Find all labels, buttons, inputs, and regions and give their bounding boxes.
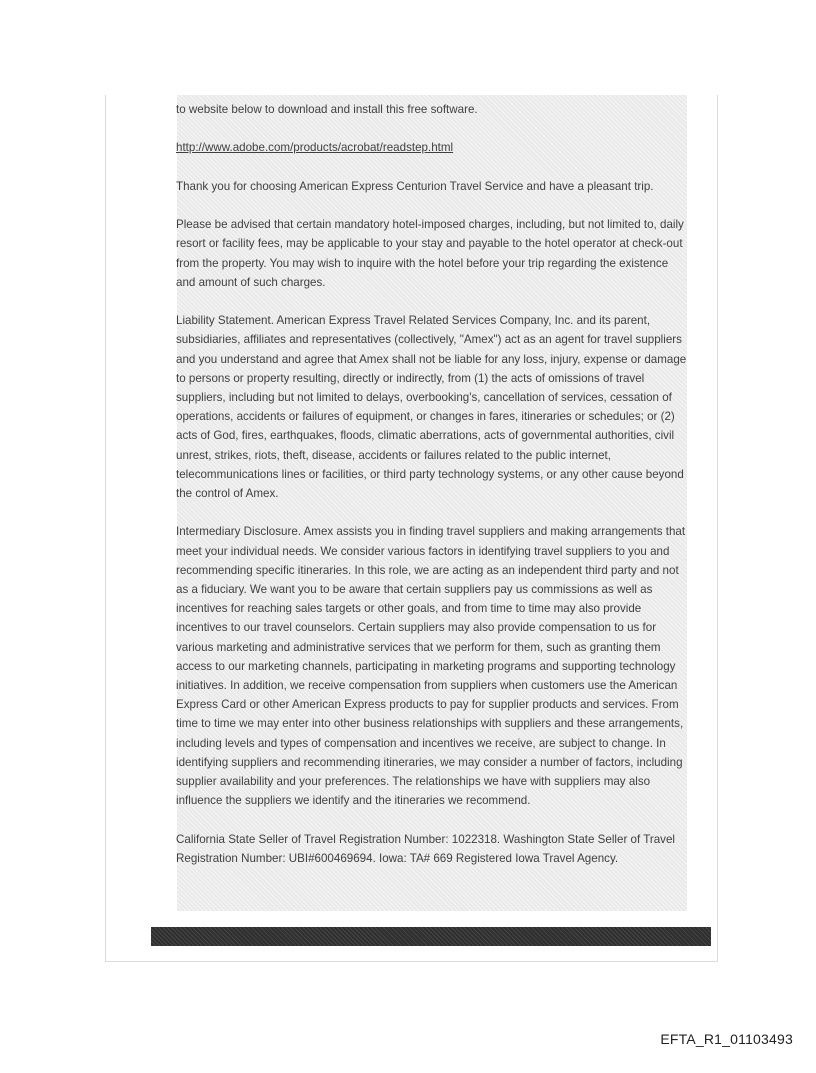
footer-bar	[151, 927, 711, 946]
email-body	[176, 100, 688, 887]
acrobat-download-link[interactable]: http://www.adobe.com/products/acrobat/readstep.html	[176, 141, 454, 155]
download-instruction: to website below to download and install this free software.	[176, 103, 478, 116]
bates-number: EFTA_R1_01103493	[660, 1031, 793, 1047]
liability-statement: Liability Statement. American Express Travel Related Services Company, Inc. and its parent, subsidiaries, affiliates and representatives (collectively, "Amex") act as an agent for travel suppliers and you understand and agree that Amex shall not be liable for any loss, injury, expense or damage to persons or property resulting, directly or indirectly, from (1) the acts of omissions of travel suppliers, including but not limited to delays, overbooking's, cancellation of services, cessation of operations, accidents or failures of equipment, or changes in fares, itineraries or schedules; or (2) acts of God, fires, earthquakes, floods, climatic aberrations, acts of governmental authorities, civil unrest, strikes, riots, theft, disease, accidents or failures related to the public internet, telecommunications lines or facilities, or third party technology systems, or any other cause beyond the control of Amex.	[176, 314, 687, 500]
intermediary-disclosure: Intermediary Disclosure. Amex assists you in finding travel suppliers and making arrangements that meet your individual needs. We consider various factors in identifying travel suppliers to you and recommending specific itineraries. In this role, we are acting as an independent third party and not as a fiduciary. We want you to be aware that certain suppliers pay us commissions as well as incentives for reaching sales targets or other goals, and from time to time may also provide incentives to our travel counselors. Certain suppliers may also provide compensation to us for various marketing and administrative services that we perform for them, such as granting them access to our marketing channels, participating in marketing programs and supporting technology initiatives. In addition, we receive compensation from suppliers when customers use the American Express Card or other American Express products to pay for supplier products and services. From time to time we may enter into other business relationships with suppliers and these arrangements, including levels and types of compensation and incentives we receive, are subject to change. In identifying suppliers and recommending itineraries, we may consider a number of factors, including supplier availability and your preferences. The relationships we have with suppliers may also influence the suppliers we identify and the itineraries we recommend.	[176, 525, 686, 808]
thank-you-message: Thank you for choosing American Express Centurion Travel Service and have a pleasant trip.	[176, 179, 654, 193]
hotel-charges-notice: Please be advised that certain mandatory hotel-imposed charges, including, but not limited to, daily resort or facility fees, may be applicable to your stay and payable to the hotel operator at check-out from the property. You may wish to inquire with the hotel before your trip regarding the existence and amount of such charges.	[176, 218, 684, 289]
registration-info: California State Seller of Travel Registration Number: 1022318. Washington State Seller of Travel Registration Number: UBI#600469694. Iowa: TA# 669 Registered Iowa Travel Agency.	[176, 832, 676, 865]
download-link-paragraph	[176, 138, 688, 157]
